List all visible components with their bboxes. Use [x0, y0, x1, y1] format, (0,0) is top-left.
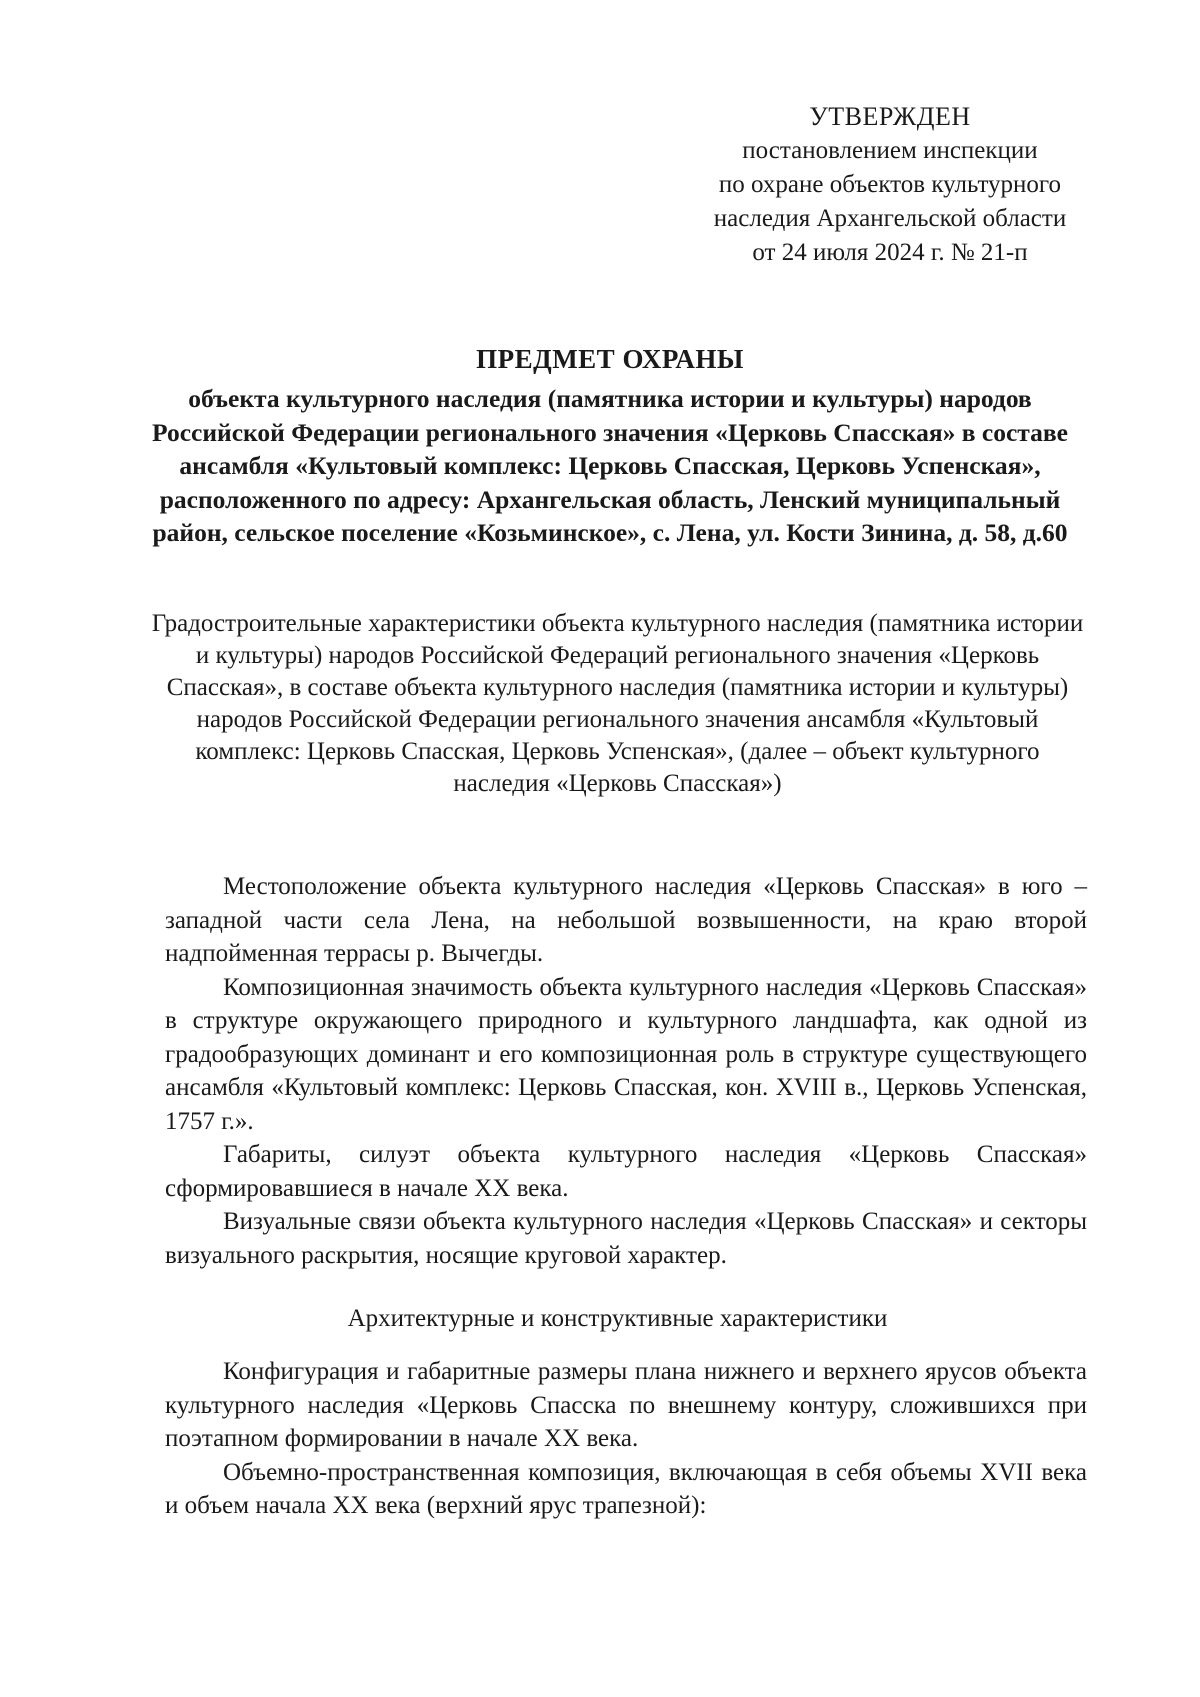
section-heading-architecture: Архитектурные и конструктивные характеристики	[347, 1305, 888, 1332]
approval-stamp	[660, 100, 1120, 270]
approval-title: УТВЕРЖДЕН	[809, 102, 971, 131]
section-body-urban	[165, 870, 1087, 1272]
paragraph-composition: Композиционная значимость объекта культурного наследия «Церковь Спасская» в структуре окружающего природного и культурного ландшафта, как одной из градообразующих доминант и его композиционная роль в структуре существующего ансамбля «Культовый комплекс: Церковь Спасская, кон. XVIII в., Церковь Успенская, 1757 г.».	[165, 973, 1087, 1135]
approval-line-3: наследия Архангельской области	[713, 205, 1067, 232]
section-heading-urban: Градостроительные характеристики объекта культурного наследия (памятника истории и культуры) народов Российской Федераций регионального значения «Церковь Спасская», в составе объекта культурного наследия (памятника истории и культуры) народов Российской Федерации регионального значения ансамбля «Культовый комплекс: Церковь Спасская, Церковь Успенская», (далее – объект культурного наследия «Церковь Спасская»)	[151, 610, 1084, 797]
paragraph-location: Местоположение объекта культурного наследия «Церковь Спасская» в юго – западной части села Лена, на небольшой возвышенности, на краю второй надпойменная террасы р. Вычегды.	[165, 873, 1087, 967]
document-heading	[140, 340, 1080, 550]
approval-line-2: по охране объектов культурного	[718, 171, 1062, 198]
approval-line-4: от 24 июля 2024 г. № 21-п	[752, 239, 1028, 266]
section-body-architecture	[165, 1355, 1087, 1523]
approval-line-1: постановлением инспекции	[742, 137, 1038, 164]
paragraph-dimensions: Габариты, силуэт объекта культурного наследия «Церковь Спасская» сформировавшиеся в начале XX века.	[165, 1141, 1087, 1202]
paragraph-configuration: Конфигурация и габаритные размеры плана нижнего и верхнего ярусов объекта культурного наследия «Церковь Спасска по внешнему контуру, сложившихся при поэтапном формировании в начале XX века.	[165, 1358, 1087, 1452]
document-title: ПРЕДМЕТ ОХРАНЫ	[476, 344, 744, 374]
paragraph-volumetric: Объемно-пространственная композиция, включающая в себя объемы XVII века и объем начала XX века (верхний ярус трапезной):	[165, 1458, 1087, 1519]
paragraph-visual-links: Визуальные связи объекта культурного наследия «Церковь Спасская» и секторы визуального раскрытия, носящие круговой характер.	[165, 1208, 1087, 1269]
document-subtitle: объекта культурного наследия (памятника истории и культуры) народов Российской Федерации регионального значения «Церковь Спасская» в составе ансамбля «Культовый комплекс: Церковь Спасская, Церковь Успенская», расположенного по адресу: Архангельская область, Ленский муниципальный район, сельское поселение «Козьминское», с. Лена, ул. Кости Зинина, д. 58, д.60	[152, 384, 1068, 547]
